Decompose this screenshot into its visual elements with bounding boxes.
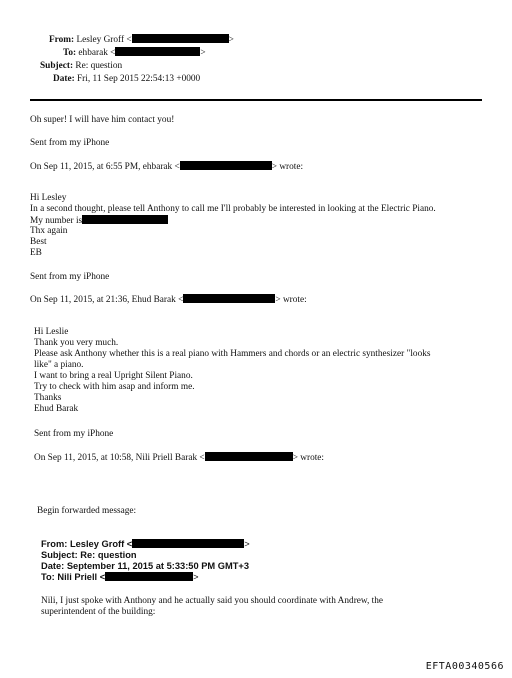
- redaction-bar: [105, 572, 193, 581]
- body-line: superintendent of the building:: [41, 607, 156, 617]
- header-divider: [30, 99, 482, 101]
- quote-header-wrote: > wrote:: [271, 162, 304, 172]
- header-date-row: [53, 74, 200, 85]
- body-line: In a second thought, please tell Anthony to call me I'll probably be interested in looking at the Electric Piano.: [30, 204, 436, 214]
- redaction-bar: [82, 215, 168, 224]
- body-line: I want to bring a real Upright Silent Piano.: [34, 371, 193, 381]
- quote-header-text: On Sep 11, 2015, at 21:36, Ehud Barak <: [30, 295, 184, 305]
- body-line: Try to check with him asap and inform me.: [34, 382, 195, 392]
- fwd-to-row: [41, 572, 199, 583]
- redaction-bar: [180, 161, 272, 170]
- greeting: Hi Lesley: [30, 193, 67, 203]
- body-line: Best: [30, 237, 47, 247]
- quote-header-2: [30, 294, 307, 306]
- redaction-bar: [115, 47, 200, 56]
- redaction-bar: [183, 294, 275, 303]
- body-line: Thanks: [34, 393, 62, 403]
- fwd-to-label: To:: [41, 572, 55, 582]
- header-subject-value: Re: question: [75, 61, 123, 71]
- redaction-bar: [205, 452, 293, 461]
- fwd-from-value: Lesley Groff <: [69, 539, 133, 549]
- header-to-value: ehbarak <: [78, 48, 116, 58]
- fwd-subject-label: Subject:: [41, 550, 78, 560]
- gt: >: [244, 539, 250, 549]
- redaction-bar: [132, 539, 244, 548]
- header-from-row: [49, 34, 234, 46]
- quote-header-3: [34, 452, 324, 464]
- sent-from-iphone: Sent from my iPhone: [30, 138, 110, 148]
- fwd-from-row: [41, 539, 250, 550]
- quote-header-wrote: > wrote:: [292, 453, 325, 463]
- fwd-date-row: [41, 561, 249, 572]
- fwd-to-value: Nili Priell <: [57, 572, 106, 582]
- fwd-date-label: Date:: [41, 561, 65, 571]
- bates-number: EFTA00340566: [425, 661, 504, 672]
- signature: Ehud Barak: [34, 404, 79, 414]
- phone-label: My number is: [30, 216, 83, 226]
- body-line: Nili, I just spoke with Anthony and he actually said you should coordinate with Andrew, the: [41, 596, 384, 606]
- fwd-subject-value: Re: question: [80, 550, 137, 560]
- forwarded-intro: Begin forwarded message:: [37, 506, 137, 516]
- gt: >: [228, 35, 234, 45]
- reply-line: Oh super! I will have him contact you!: [30, 115, 175, 125]
- quote-header-text: On Sep 11, 2015, at 6:55 PM, ehbarak <: [30, 162, 180, 172]
- sent-from-iphone: Sent from my iPhone: [34, 429, 114, 439]
- fwd-date-value: September 11, 2015 at 5:33:50 PM GMT+3: [66, 561, 249, 571]
- greeting: Hi Leslie: [34, 327, 69, 337]
- fwd-subject-row: [41, 550, 137, 561]
- signature: EB: [30, 248, 42, 258]
- sent-from-iphone: Sent from my iPhone: [30, 272, 110, 282]
- gt: >: [200, 48, 206, 58]
- body-line: Thx again: [30, 226, 68, 236]
- header-from-value: Lesley Groff <: [76, 35, 132, 45]
- header-subject-label: Subject:: [40, 61, 74, 71]
- gt: >: [193, 572, 199, 582]
- header-to-row: [63, 47, 206, 59]
- header-date-value: Fri, 11 Sep 2015 22:54:13 +0000: [77, 74, 201, 84]
- quote-header-text: On Sep 11, 2015, at 10:58, Nili Priell Barak <: [34, 453, 205, 463]
- header-date-label: Date:: [53, 74, 75, 84]
- body-line: Please ask Anthony whether this is a real piano with Hammers and chords or an electric synthesizer "looks: [34, 349, 431, 359]
- header-from-label: From:: [49, 35, 75, 45]
- header-subject-row: [40, 61, 122, 72]
- redaction-bar: [132, 34, 229, 43]
- header-to-label: To:: [63, 48, 77, 58]
- body-line: like" a piano.: [34, 360, 84, 370]
- fwd-from-label: From:: [41, 539, 68, 549]
- quote-header-wrote: > wrote:: [275, 295, 307, 305]
- quote-header-1: [30, 161, 303, 173]
- body-line: Thank you very much.: [34, 338, 119, 348]
